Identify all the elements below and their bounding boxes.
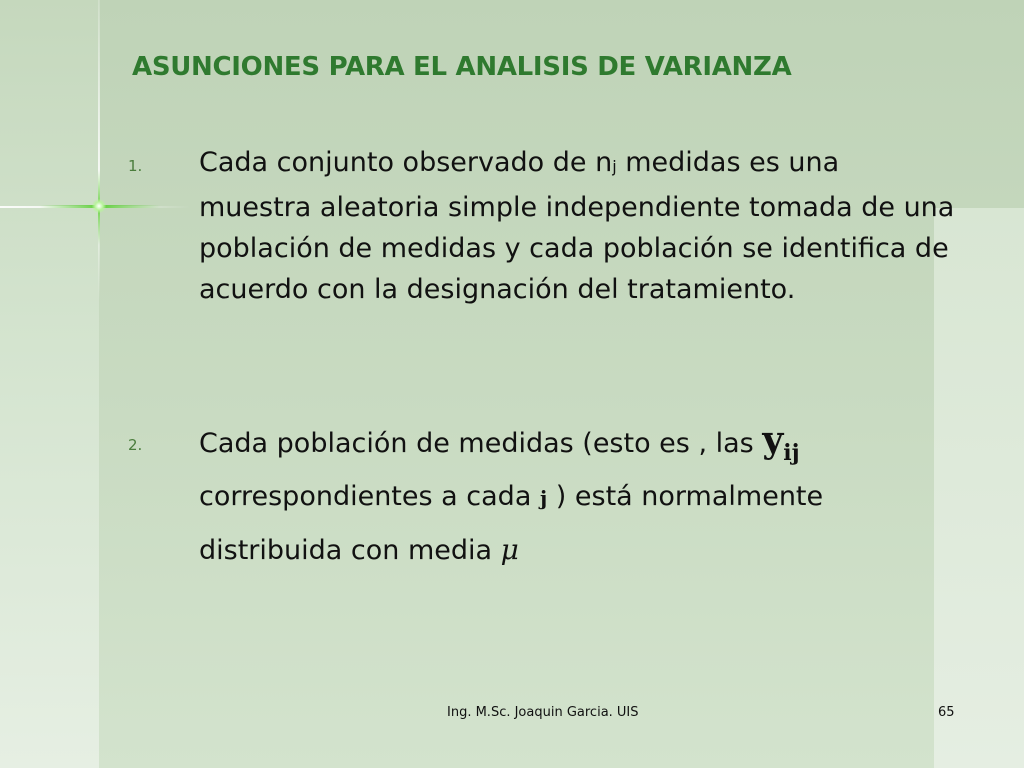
item2-text-part3: ) está normalmente [547, 481, 824, 512]
sparkle-star-icon [92, 199, 106, 213]
item2-line3 [199, 528, 519, 573]
item2-text-part2: correspondientes a cada [199, 481, 540, 512]
slide-title: ASUNCIONES PARA EL ANALISIS DE VARIANZA [132, 52, 792, 82]
item1-text-part2: medidas es una muestra aleatoria simple independiente tomada de una población de medidas y cada población se identifica de acuerdo con la designación del tratamiento. [199, 147, 955, 305]
vertical-light-line [98, 0, 100, 300]
symbol-ij: ij [783, 440, 800, 466]
left-decorative-band [0, 0, 99, 768]
item1-subscript: j [612, 157, 617, 176]
page-number: 65 [938, 705, 955, 720]
footer-author: Ing. M.Sc. Joaquin Garcia. UIS [447, 705, 639, 720]
symbol-j: j [539, 486, 548, 510]
list-item-number: 1. [128, 157, 143, 175]
item1-text-part1: Cada conjunto observado de n [199, 147, 613, 178]
item2-text-part1: Cada población de medidas (esto es , las [199, 428, 763, 459]
symbol-mu: μ [500, 533, 519, 566]
list-item-text [199, 142, 959, 310]
list-item-number: 2. [128, 436, 143, 454]
symbol-y: y [762, 419, 784, 461]
item2-text-part4: distribuida con media [199, 535, 501, 566]
list-item-text [199, 418, 959, 573]
